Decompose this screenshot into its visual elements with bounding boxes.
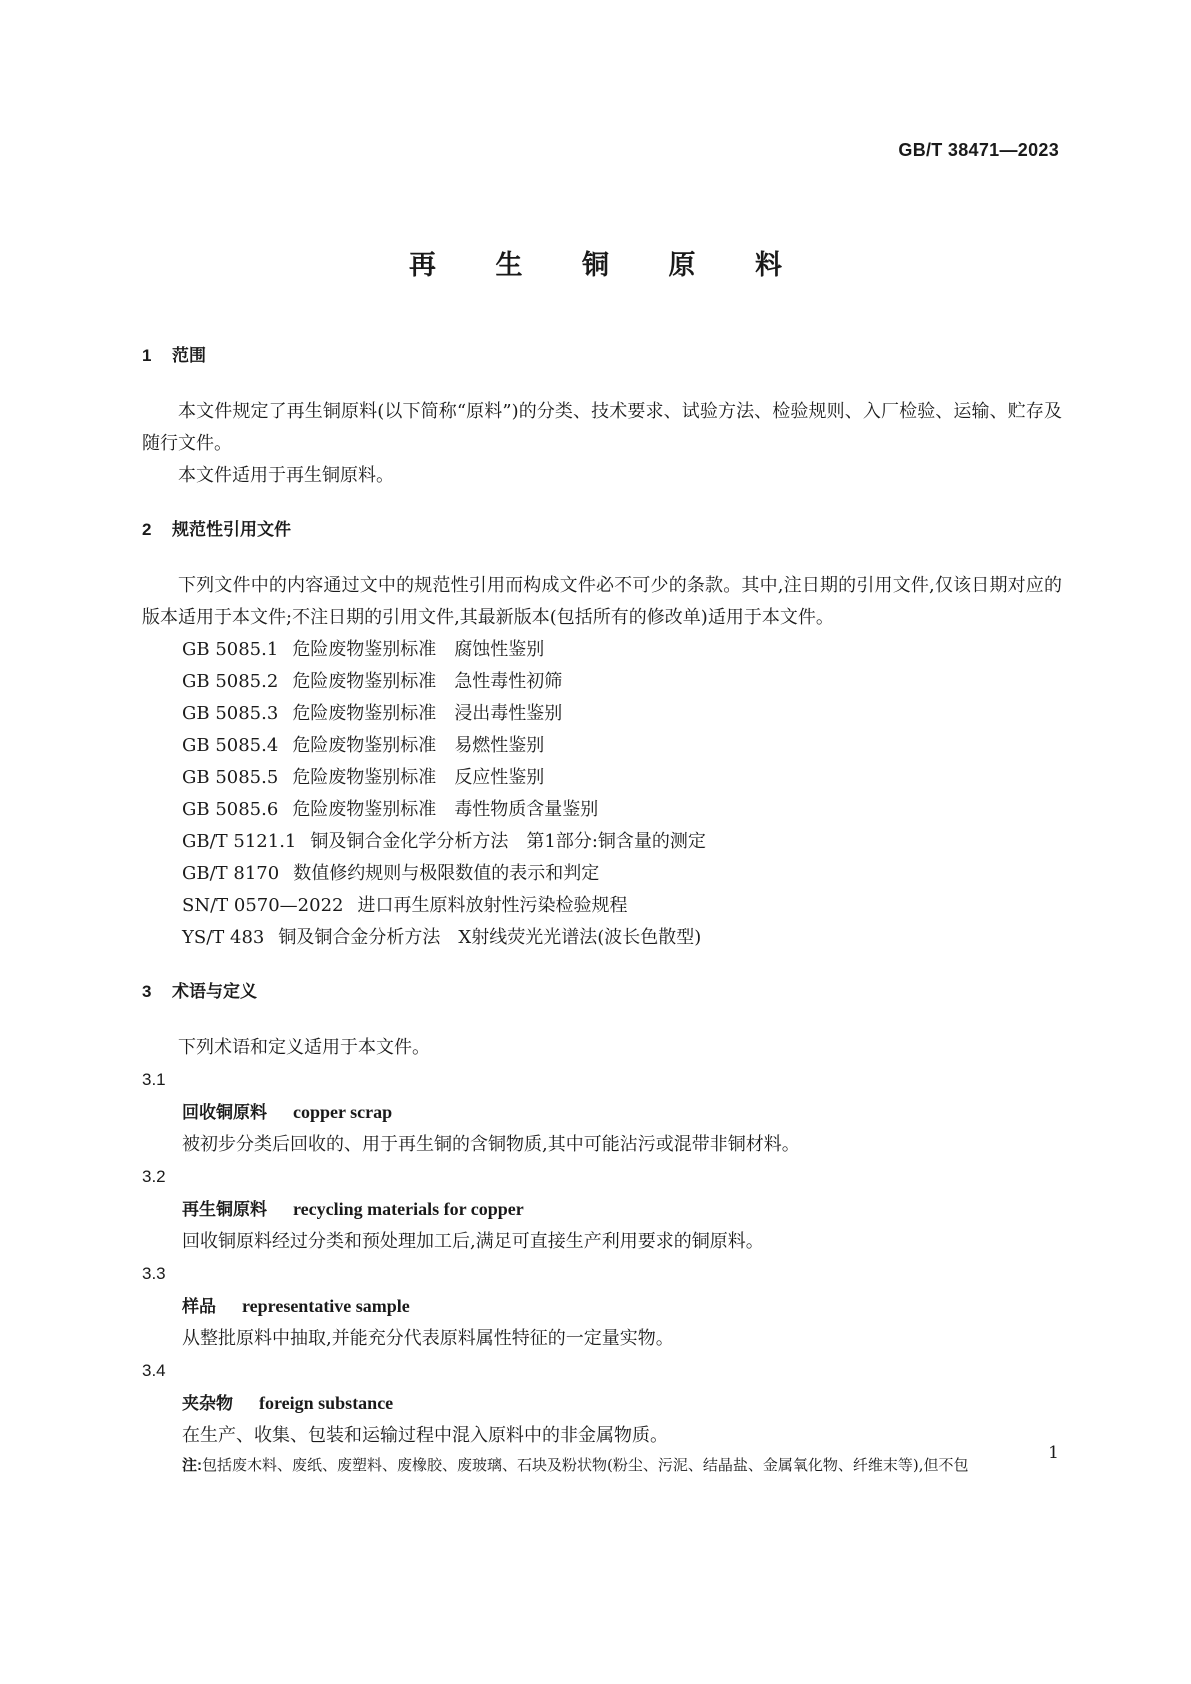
reference-item <box>142 826 1062 858</box>
section-number: 3 <box>142 982 152 1001</box>
reference-code: GB 5085.4 <box>182 735 279 756</box>
term-heading <box>142 1387 1062 1420</box>
reference-title: 铜及铜合金分析方法 <box>278 927 441 948</box>
reference-subtitle: 第1部分:铜含量的测定 <box>526 831 706 852</box>
reference-code: GB 5085.1 <box>182 639 279 660</box>
reference-subtitle: 反应性鉴别 <box>454 767 545 788</box>
reference-code: SN/T 0570—2022 <box>182 895 344 916</box>
reference-title: 铜及铜合金化学分析方法 <box>310 831 509 852</box>
reference-title: 数值修约规则与极限数值的表示和判定 <box>293 863 600 884</box>
term-zh: 夹杂物 <box>182 1394 233 1413</box>
page-number: 1 <box>1048 1443 1059 1463</box>
reference-subtitle: 急性毒性初筛 <box>454 671 563 692</box>
section-number: 1 <box>142 346 152 365</box>
term-entry <box>142 1258 1062 1355</box>
term-definition: 被初步分类后回收的、用于再生铜的含铜物质,其中可能沾污或混带非铜材料。 <box>182 1134 800 1155</box>
reference-title: 危险废物鉴别标准 <box>292 767 437 788</box>
reference-code: GB 5085.2 <box>182 671 279 692</box>
reference-item <box>142 922 1062 954</box>
reference-code: GB 5085.6 <box>182 799 279 820</box>
reference-list <box>142 634 1062 954</box>
reference-title: 危险废物鉴别标准 <box>292 671 437 692</box>
term-number: 3.2 <box>142 1167 166 1186</box>
reference-title: 危险废物鉴别标准 <box>292 703 437 724</box>
note-label: 注: <box>182 1457 202 1474</box>
term-en: copper scrap <box>293 1102 393 1122</box>
reference-code: GB 5085.3 <box>182 703 279 724</box>
reference-subtitle: X射线荧光光谱法(波长色散型) <box>458 927 702 948</box>
section-heading-terms <box>142 976 1062 1008</box>
term-en: foreign substance <box>259 1393 394 1413</box>
term-en: representative sample <box>242 1296 410 1316</box>
term-en: recycling materials for copper <box>293 1199 524 1219</box>
term-definition: 回收铜原料经过分类和预处理加工后,满足可直接生产利用要求的铜原料。 <box>182 1231 764 1252</box>
reference-item <box>142 666 1062 698</box>
scope-paragraph: 本文件规定了再生铜原料(以下简称“原料”)的分类、技术要求、试验方法、检验规则、入厂检验、运输、贮存及随行文件。 <box>142 401 1062 454</box>
references-intro: 下列文件中的内容通过文中的规范性引用而构成文件必不可少的条款。其中,注日期的引用文件,仅该日期对应的版本适用于本文件;不注日期的引用文件,其最新版本(包括所有的修改单)适用于本文件。 <box>142 575 1062 628</box>
term-zh: 样品 <box>182 1297 216 1316</box>
document-body <box>142 340 1062 1479</box>
reference-title: 危险废物鉴别标准 <box>292 639 437 660</box>
term-note <box>142 1452 1062 1479</box>
reference-code: GB/T 5121.1 <box>182 831 297 852</box>
term-definition: 从整批原料中抽取,并能充分代表原料属性特征的一定量实物。 <box>182 1328 674 1349</box>
reference-subtitle: 易燃性鉴别 <box>454 735 545 756</box>
section-number: 2 <box>142 520 152 539</box>
reference-item <box>142 762 1062 794</box>
reference-item <box>142 730 1062 762</box>
term-zh: 回收铜原料 <box>182 1103 267 1122</box>
term-heading <box>142 1193 1062 1226</box>
reference-item <box>142 698 1062 730</box>
reference-code: GB/T 8170 <box>182 863 280 884</box>
section-title: 规范性引用文件 <box>172 520 291 539</box>
section-heading-normative-references <box>142 514 1062 546</box>
reference-title: 进口再生原料放射性污染检验规程 <box>357 895 628 916</box>
note-text: 包括废木料、废纸、废塑料、废橡胶、废玻璃、石块及粉状物(粉尘、污泥、结晶盐、金属氧化物、纤维末等),但不包 <box>202 1456 969 1474</box>
reference-item <box>142 858 1062 890</box>
section-heading-scope <box>142 340 1062 372</box>
reference-item <box>142 634 1062 666</box>
term-entry <box>142 1161 1062 1258</box>
reference-code: YS/T 483 <box>182 927 265 948</box>
reference-subtitle: 腐蚀性鉴别 <box>454 639 545 660</box>
term-heading <box>142 1290 1062 1323</box>
reference-title: 危险废物鉴别标准 <box>292 799 437 820</box>
term-entry <box>142 1064 1062 1161</box>
section-title: 范围 <box>172 346 206 365</box>
reference-subtitle: 浸出毒性鉴别 <box>454 703 563 724</box>
section-title: 术语与定义 <box>172 982 257 1001</box>
term-number: 3.4 <box>142 1361 166 1380</box>
document-code: GB/T 38471—2023 <box>898 140 1059 160</box>
term-number: 3.3 <box>142 1264 166 1283</box>
reference-item <box>142 890 1062 922</box>
term-entry <box>142 1355 1062 1452</box>
term-number: 3.1 <box>142 1070 166 1089</box>
scope-paragraph: 本文件适用于再生铜原料。 <box>178 465 394 486</box>
document-title: 再 生 铜 原 料 <box>408 250 808 280</box>
reference-item <box>142 794 1062 826</box>
reference-subtitle: 毒性物质含量鉴别 <box>454 799 599 820</box>
reference-title: 危险废物鉴别标准 <box>292 735 437 756</box>
term-zh: 再生铜原料 <box>182 1200 267 1219</box>
term-definition: 在生产、收集、包装和运输过程中混入原料中的非金属物质。 <box>182 1425 668 1446</box>
terms-intro: 下列术语和定义适用于本文件。 <box>178 1037 430 1058</box>
term-heading <box>142 1096 1062 1129</box>
reference-code: GB 5085.5 <box>182 767 279 788</box>
